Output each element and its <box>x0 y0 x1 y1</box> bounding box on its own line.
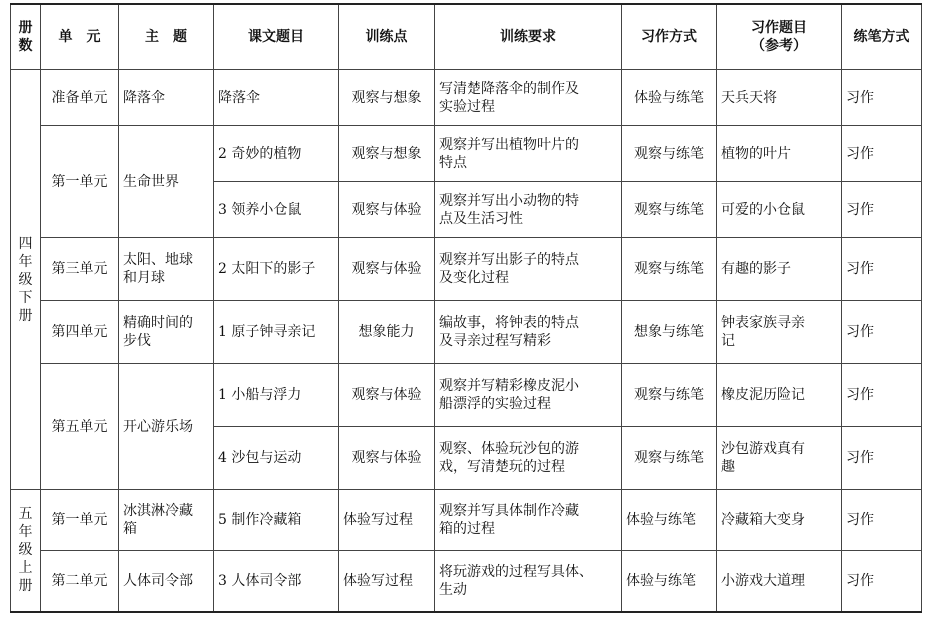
table-row <box>11 301 922 364</box>
header-row <box>11 4 922 70</box>
header-theme: 主 题 <box>119 4 214 70</box>
lesson-cell: 5 制作冷藏箱 <box>214 490 339 551</box>
book-cell: 四 年 级 下 册 <box>11 70 41 490</box>
unit-cell: 第三单元 <box>41 238 119 301</box>
skill-cell: 观察与体验 <box>339 238 435 301</box>
practice-cell: 习作 <box>842 364 922 427</box>
requirement-cell: 编故事，将钟表的特点 及寻亲过程写精彩 <box>435 301 622 364</box>
header-unit: 单 元 <box>41 4 119 70</box>
requirement-cell: 观察并写出小动物的特 点及生活习性 <box>435 182 622 238</box>
requirement-cell: 将玩游戏的过程写具体、 生动 <box>435 551 622 612</box>
table-row <box>11 238 922 301</box>
theme-cell: 人体司令部 <box>119 551 214 612</box>
practice-cell: 习作 <box>842 238 922 301</box>
title-cell: 植物的叶片 <box>717 126 842 182</box>
table-row <box>11 126 922 182</box>
method-cell: 观察与练笔 <box>622 427 717 490</box>
title-cell: 钟表家族寻亲 记 <box>717 301 842 364</box>
skill-cell: 体验写过程 <box>339 551 435 612</box>
theme-cell: 太阳、地球 和月球 <box>119 238 214 301</box>
skill-cell: 观察与想象 <box>339 126 435 182</box>
title-cell: 天兵天将 <box>717 70 842 126</box>
practice-cell: 习作 <box>842 126 922 182</box>
title-cell: 冷藏箱大变身 <box>717 490 842 551</box>
header-title: 习作题目 （参考） <box>717 4 842 70</box>
skill-cell: 观察与想象 <box>339 70 435 126</box>
book-cell: 五 年 级 上 册 <box>11 490 41 612</box>
header-skill: 训练点 <box>339 4 435 70</box>
skill-cell: 观察与体验 <box>339 182 435 238</box>
table-row <box>11 490 922 551</box>
header-requirement: 训练要求 <box>435 4 622 70</box>
practice-cell: 习作 <box>842 490 922 551</box>
method-cell: 观察与练笔 <box>622 126 717 182</box>
method-cell: 观察与练笔 <box>622 238 717 301</box>
skill-cell: 想象能力 <box>339 301 435 364</box>
unit-cell: 第一单元 <box>41 490 119 551</box>
header-practice: 练笔方式 <box>842 4 922 70</box>
method-cell: 观察与练笔 <box>622 182 717 238</box>
theme-cell: 开心游乐场 <box>119 364 214 490</box>
requirement-cell: 观察并写出植物叶片的 特点 <box>435 126 622 182</box>
requirement-cell: 观察、体验玩沙包的游 戏，写清楚玩的过程 <box>435 427 622 490</box>
unit-cell: 第四单元 <box>41 301 119 364</box>
curriculum-table-container <box>10 3 922 613</box>
lesson-cell: 3 领养小仓鼠 <box>214 182 339 238</box>
practice-cell: 习作 <box>842 301 922 364</box>
title-cell: 可爱的小仓鼠 <box>717 182 842 238</box>
curriculum-table <box>10 3 922 613</box>
requirement-cell: 写清楚降落伞的制作及 实验过程 <box>435 70 622 126</box>
lesson-cell: 1 小船与浮力 <box>214 364 339 427</box>
method-cell: 想象与练笔 <box>622 301 717 364</box>
theme-cell: 降落伞 <box>119 70 214 126</box>
lesson-cell: 3 人体司令部 <box>214 551 339 612</box>
lesson-cell: 2 太阳下的影子 <box>214 238 339 301</box>
practice-cell: 习作 <box>842 551 922 612</box>
requirement-cell: 观察并写具体制作冷藏 箱的过程 <box>435 490 622 551</box>
header-lesson: 课文题目 <box>214 4 339 70</box>
requirement-cell: 观察并写精彩橡皮泥小 船漂浮的实验过程 <box>435 364 622 427</box>
title-cell: 橡皮泥历险记 <box>717 364 842 427</box>
method-cell: 体验与练笔 <box>622 490 717 551</box>
title-cell: 沙包游戏真有 趣 <box>717 427 842 490</box>
method-cell: 体验与练笔 <box>622 551 717 612</box>
method-cell: 体验与练笔 <box>622 70 717 126</box>
practice-cell: 习作 <box>842 427 922 490</box>
lesson-cell: 2 奇妙的植物 <box>214 126 339 182</box>
table-row <box>11 70 922 126</box>
requirement-cell: 观察并写出影子的特点 及变化过程 <box>435 238 622 301</box>
theme-cell: 冰淇淋冷藏 箱 <box>119 490 214 551</box>
theme-cell: 精确时间的 步伐 <box>119 301 214 364</box>
unit-cell: 第二单元 <box>41 551 119 612</box>
lesson-cell: 4 沙包与运动 <box>214 427 339 490</box>
practice-cell: 习作 <box>842 182 922 238</box>
unit-cell: 准备单元 <box>41 70 119 126</box>
unit-cell: 第一单元 <box>41 126 119 238</box>
skill-cell: 观察与体验 <box>339 364 435 427</box>
method-cell: 观察与练笔 <box>622 364 717 427</box>
table-row <box>11 551 922 612</box>
skill-cell: 观察与体验 <box>339 427 435 490</box>
header-book: 册 数 <box>11 4 41 70</box>
title-cell: 小游戏大道理 <box>717 551 842 612</box>
lesson-cell: 降落伞 <box>214 70 339 126</box>
unit-cell: 第五单元 <box>41 364 119 490</box>
lesson-cell: 1 原子钟寻亲记 <box>214 301 339 364</box>
theme-cell: 生命世界 <box>119 126 214 238</box>
table-row <box>11 364 922 427</box>
skill-cell: 体验写过程 <box>339 490 435 551</box>
title-cell: 有趣的影子 <box>717 238 842 301</box>
header-method: 习作方式 <box>622 4 717 70</box>
practice-cell: 习作 <box>842 70 922 126</box>
